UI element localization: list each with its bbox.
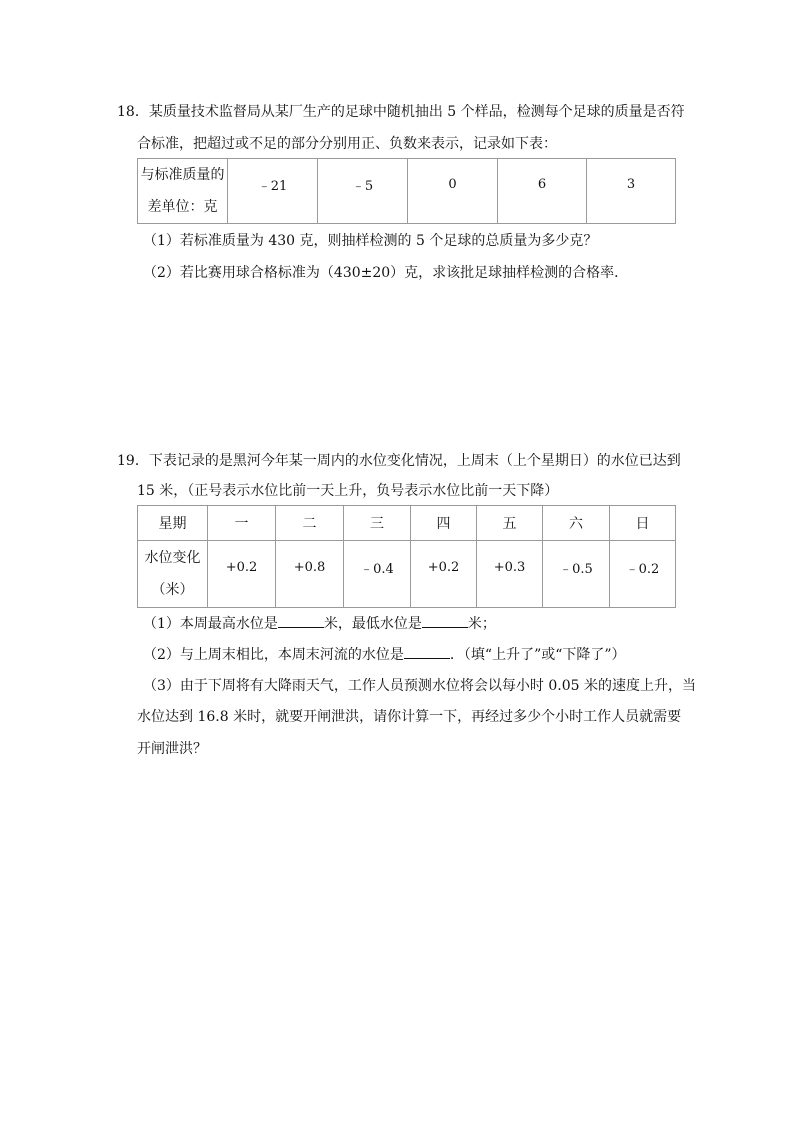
q18-value: ﹣21: [257, 178, 288, 194]
q18-value: 6: [537, 176, 547, 192]
q19-sub3-line3: 开闸泄洪？: [137, 741, 207, 757]
answer-blank-highest: [278, 613, 324, 628]
q18-value: 0: [448, 176, 457, 192]
q19-sub1-text-c: 米；: [467, 616, 496, 632]
q19-change-value: ﹣0.2: [625, 561, 660, 577]
q19-sub3-line2: 水位达到 16.8 米时，就要开闸泄洪，请你计算一下，再经过多少个小时工作人员就需要: [137, 709, 682, 725]
q19-change-cell: [477, 541, 543, 608]
q19-days-row: [138, 506, 676, 541]
q19-day-cell: 四: [411, 506, 477, 541]
q19-day-cell: 一: [208, 506, 276, 541]
answer-blank-lowest: [422, 613, 468, 628]
q19-change-cell: [208, 541, 276, 608]
q18-value: ﹣5: [351, 178, 374, 194]
q19-changes-row: [138, 541, 676, 608]
q19-change-cell: [276, 541, 344, 608]
q18-sub1: （1）若标准质量为 430 克，则抽样检测的 5 个足球的总质量为多少克？: [143, 233, 598, 249]
q19-day-cell: 三: [344, 506, 411, 541]
q19-row2-header: [138, 541, 208, 608]
q19-change-value: +0.3: [493, 559, 526, 575]
q19-day-cell: 五: [477, 506, 543, 541]
q19-change-value: ﹣0.4: [360, 561, 394, 577]
q19-change-value: +0.2: [427, 559, 460, 575]
q19-sub1-text-a: （1）本周最高水位是: [143, 616, 278, 632]
q18-value-cell: [228, 159, 318, 224]
q19-change-value: ﹣0.5: [559, 561, 593, 577]
q19-day-cell: 日: [610, 506, 676, 541]
q19-table: [137, 505, 676, 608]
q18-header-line2: 差单位：克: [147, 199, 218, 215]
q19-change-value: +0.8: [293, 559, 326, 575]
q18-value-cell: [408, 159, 498, 224]
q19-sub2-text-a: （2）与上周末相比，本周末河流的水位是: [143, 647, 404, 663]
q19-line2: 15 米，（正号表示水位比前一天上升，负号表示水位比前一天下降）: [137, 483, 559, 499]
q19-sub1-text-b: 米，最低水位是: [323, 616, 422, 632]
q18-value-cell: [498, 159, 587, 224]
q19-sub1: [143, 613, 496, 634]
q19-sub3-line1: （3）由于下周将有大降雨天气，工作人员预测水位将会以每小时 0.05 米的速度上升，当: [143, 678, 696, 694]
q19-change-cell: [543, 541, 610, 608]
answer-blank-level: [404, 644, 450, 659]
q19-change-value: +0.2: [225, 559, 258, 575]
q18-line2: 合标准，把超过或不足的部分分别用正、负数来表示，记录如下表：: [137, 136, 557, 152]
q19-change-cell: [344, 541, 411, 608]
q18-sub2: （2）若比赛用球合格标准为（430±20）克，求该批足球抽样检测的合格率．: [143, 265, 629, 281]
q18-value-cell: [318, 159, 408, 224]
q18-value-cell: [587, 159, 676, 224]
q19-row1-header: 星期: [138, 506, 208, 541]
q19-day-cell: 二: [276, 506, 344, 541]
q18-table: [137, 158, 676, 224]
q18-value: 3: [626, 176, 636, 192]
q19-row2-header-line2: （米）: [151, 582, 194, 598]
q19-change-cell: [610, 541, 676, 608]
q19-sub2: [143, 644, 626, 665]
q18-line1: 18．某质量技术监督局从某厂生产的足球中随机抽出 5 个样品，检测每个足球的质量是否符: [117, 104, 685, 120]
q18-table-row: [138, 159, 676, 224]
q19-sub2-text-b: ．（填“上升了”或“下降了”）: [449, 647, 626, 663]
q19-change-cell: [411, 541, 477, 608]
q18-header-cell: [138, 159, 228, 224]
q18-header-line1: 与标准质量的: [140, 167, 225, 183]
q19-day-cell: 六: [543, 506, 610, 541]
q19-row2-header-line1: 水位变化: [144, 550, 201, 566]
q19-line1: 19．下表记录的是黑河今年某一周内的水位变化情况，上周末（上个星期日）的水位已达到: [117, 453, 681, 469]
